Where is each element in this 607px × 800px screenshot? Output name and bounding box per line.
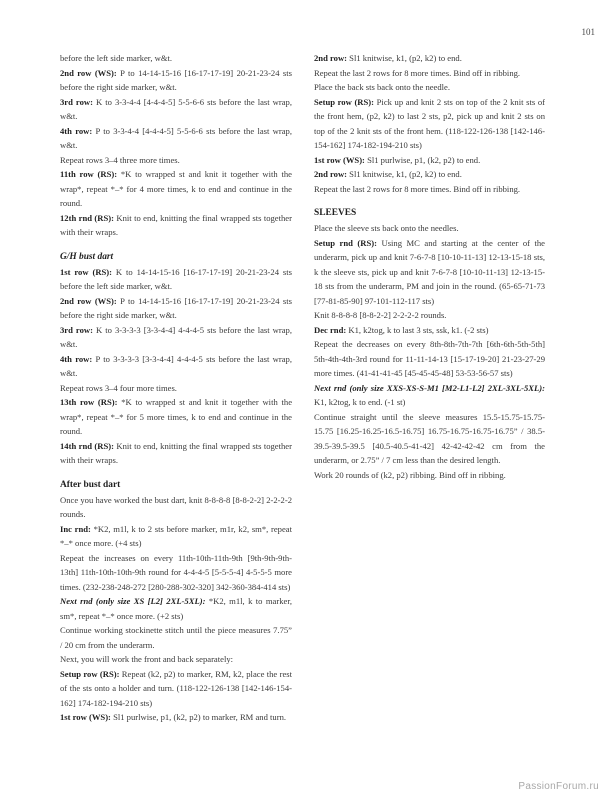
instruction-text: Next, you will work the front and back separately: [60,654,234,664]
instruction-lead: 12th rnd (RS): [60,212,114,223]
instruction-text: Repeat rows 3–4 three more times. [60,154,180,165]
instruction-lead: 1st row (RS): [60,266,113,277]
instruction-paragraph [314,51,545,66]
instruction-paragraph [314,182,545,197]
instruction-text: Place the back sts back onto the needle. [314,82,451,92]
instruction-text: before the left side marker, w&t. [60,53,173,63]
page-number: 101 [581,27,595,37]
instruction-paragraph [314,66,545,81]
instruction-paragraph [60,623,292,652]
section-heading: SLEEVES [314,208,357,218]
instruction-text: K1, k2tog, k to end. (-1 st) [314,397,406,407]
instruction-text: Pick up and knit 2 sts on top of the 2 knit sts of the front hem, (p2, k2) to last 2 sts, p2, pick up and knit 2 sts on top of the 2 knit sts of the front hem. (118-122-126-138 [142-146-154-162] 174-182-194-210 sts) [314,96,546,150]
instruction-text: *K2, m1l, k to 2 sts before marker, m1r, k2, sm*, repeat *–* once more. (+4 sts) [60,523,292,548]
instruction-text: K to 3-3-3-3 [3-3-4-4] 4-4-4-5 sts before the last wrap, w&t. [60,324,292,349]
right-column [314,51,545,482]
instruction-paragraph [60,493,292,522]
instruction-paragraph [314,468,545,483]
instruction-text: Sl1 purlwise, p1, (k2, p2) to end. [364,154,481,165]
instruction-lead: Inc rnd: [60,523,91,534]
instruction-text: Work 20 rounds of (k2, p2) ribbing. Bind off in ribbing. [314,469,506,480]
instruction-paragraph [60,652,292,667]
instruction-lead: 14th rnd (RS): [60,440,114,451]
watermark: PassionForum.ru [518,781,599,792]
instruction-paragraph [314,410,545,468]
instruction-paragraph [314,167,545,182]
section-spacer [60,468,292,478]
instruction-text: *K to wrapped st and knit it together with the wrap*, repeat *–* for 5 more times, k to end and continue in the round. [60,397,293,436]
instruction-paragraph [60,710,292,725]
instruction-paragraph [314,337,545,381]
instruction-text: Sl1 knitwise, k1, (p2, k2) to end. [347,53,462,63]
instruction-text: K to 3-3-4-4 [4-4-4-5] 5-5-6-6 sts before the last wrap, w&t. [60,96,292,121]
instruction-paragraph [60,522,292,551]
instruction-lead: 2nd row: [314,169,348,179]
instruction-paragraph [314,95,545,153]
instruction-lead: 1st row (WS): [60,712,111,722]
instruction-lead: Dec rnd: [314,324,347,335]
instruction-lead: 13th row (RS): [60,397,118,407]
instruction-paragraph [314,381,545,410]
instruction-paragraph [314,323,545,338]
instruction-lead: 4th row: [60,353,93,364]
instruction-text: Knit 8-8-8-8 [8-8-2-2] 2-2-2-2 rounds. [314,310,447,320]
instruction-paragraph [60,124,292,153]
instruction-lead: 2nd row (WS): [60,67,117,78]
instruction-paragraph [60,352,292,381]
instruction-text: Repeat the last 2 rows for 8 more times. Bind off in ribbing. [314,183,521,194]
instruction-text: P to 14-14-15-16 [16-17-17-19] 20-21-23-24 sts before the right side marker, w&t. [60,295,292,320]
instruction-paragraph [60,395,292,439]
instruction-paragraph [314,308,545,323]
instruction-paragraph [60,381,292,396]
instruction-lead: 3rd row: [60,96,93,107]
instruction-text: Repeat (k2, p2) to marker, RM, k2, place the rest of the sts onto a holder and turn. (118-122-126-138 [142-146-154-162] 174-182-194-210 sts) [60,668,292,708]
instruction-text: Continue working stockinette stitch until the piece measures 7.75” / 20 cm from the underarm. [60,625,292,650]
instruction-lead: 11th row (RS): [60,169,118,179]
section-spacer [314,196,545,206]
instruction-text: Repeat the decreases on every 8th-8th-7th-7th [6th-6th-5th-5th] 5th-4th-4th-3rd round for 11-11-14-13 [15-17-19-20] 21-23-27-29 more times. (41-41-41-45 [45-45-45-48] 53-53-56-57 sts) [314,339,545,378]
instruction-text: K to 14-14-15-16 [16-17-17-19] 20-21-23-24 sts before the left side marker, w&t. [60,266,292,291]
instruction-lead: Setup rnd (RS): [314,237,377,248]
instruction-paragraph [60,667,292,711]
instruction-paragraph [60,51,292,66]
instruction-paragraph [60,153,292,168]
instruction-paragraph [60,323,292,352]
instruction-paragraph [60,167,292,211]
instruction-lead: 2nd row (WS): [60,295,117,306]
instruction-paragraph [314,153,545,168]
instruction-text: Knit to end, knitting the final wrapped sts together with their wraps. [60,212,292,237]
instruction-lead-italic: Next rnd (only size XS [L2] 2XL-5XL): [60,596,206,606]
instruction-paragraph [60,439,292,468]
section-heading: G/H bust dart [60,251,114,262]
instruction-paragraph [60,66,292,95]
instruction-text: *K to wrapped st and knit it together with the wrap*, repeat *–* for 4 more times, k to end and continue in the round. [60,169,292,208]
instruction-text: Sl1 knitwise, k1, (p2, k2) to end. [347,169,462,179]
left-column [60,51,292,725]
instruction-lead: Setup row (RS): [60,668,120,679]
instruction-text: Place the sleeve sts back onto the needles. [314,223,459,233]
instruction-paragraph [60,265,292,294]
instruction-text: P to 14-14-15-16 [16-17-17-19] 20-21-23-24 sts before the right side marker, w&t. [60,67,292,92]
instruction-lead: 1st row (WS): [314,154,365,165]
instruction-paragraph [60,95,292,124]
instruction-text: Repeat the last 2 rows for 8 more times. Bind off in ribbing. [314,67,521,78]
instruction-text: P to 3-3-4-4 [4-4-4-5] 5-5-6-6 sts before the last wrap, w&t. [60,125,292,150]
section-spacer [60,240,292,250]
instruction-text: Repeat the increases on every 11th-10th-11th-9th [9th-9th-9th-13th] 11th-10th-10th-9th round for 4-4-4-5 [5-5-5-4] 4-5-5-5 more times. (232-238-248-272 [280-288-302-320] 342-360-384-414 sts) [60,552,292,592]
instruction-text: Continue straight until the sleeve measures 15.5-15.75-15.75-15.75 [16.25-16.25-16.5-16.75] 16.75-16.75-16.75-16.75” / 38.5-39.5-39.5-39.5 [40.5-40.5-41-42] 42-42-42-42 cm from the underarm, or 2.75” / 7 cm less than the desired length. [314,411,545,465]
instruction-paragraph [60,211,292,240]
instruction-text: K1, k2tog, k to last 3 sts, ssk, k1. (-2 sts) [346,324,489,335]
instruction-text: Sl1 purlwise, p1, (k2, p2) to marker, RM and turn. [110,712,287,722]
instruction-paragraph [314,221,545,236]
instruction-paragraph [314,80,545,95]
instruction-paragraph [60,294,292,323]
instruction-paragraph [60,551,292,595]
instruction-paragraph [60,594,292,623]
instruction-lead-italic: Next rnd (only size XXS-XS-S-M1 [M2-L1-L2] 2XL-3XL-5XL): [314,382,545,393]
instruction-lead: 2nd row: [314,53,348,63]
instruction-lead: Setup row (RS): [314,96,375,107]
instruction-text: P to 3-3-3-3 [3-3-4-4] 4-4-4-5 sts before the last wrap, w&t. [60,353,292,378]
instruction-lead: 4th row: [60,125,93,136]
instruction-text: Once you have worked the bust dart, knit 8-8-8-8 [8-8-2-2] 2-2-2-2 rounds. [60,494,292,519]
instruction-text: Using MC and starting at the center of the underarm, pick up and knit 7-6-7-8 [10-10-11-13] 12-13-15-18 sts, k the sleeve sts, pick up and knit 7-6-7-8 [10-10-11-13] 12-13-15-18 sts from the underarm, PM and join in the round. (65-65-71-73 [77-81-85-90] 97-101-112-117 sts) [314,237,545,306]
instruction-lead: 3rd row: [60,324,93,335]
instruction-text: Repeat rows 3–4 four more times. [60,382,177,393]
instruction-text: *K2, m1l, k to marker, sm*, repeat *–* once more. (+2 sts) [60,596,292,621]
instruction-paragraph [314,236,545,309]
instruction-text: Knit to end, knitting the final wrapped sts together with their wraps. [60,440,292,465]
section-heading: After bust dart [60,479,121,490]
